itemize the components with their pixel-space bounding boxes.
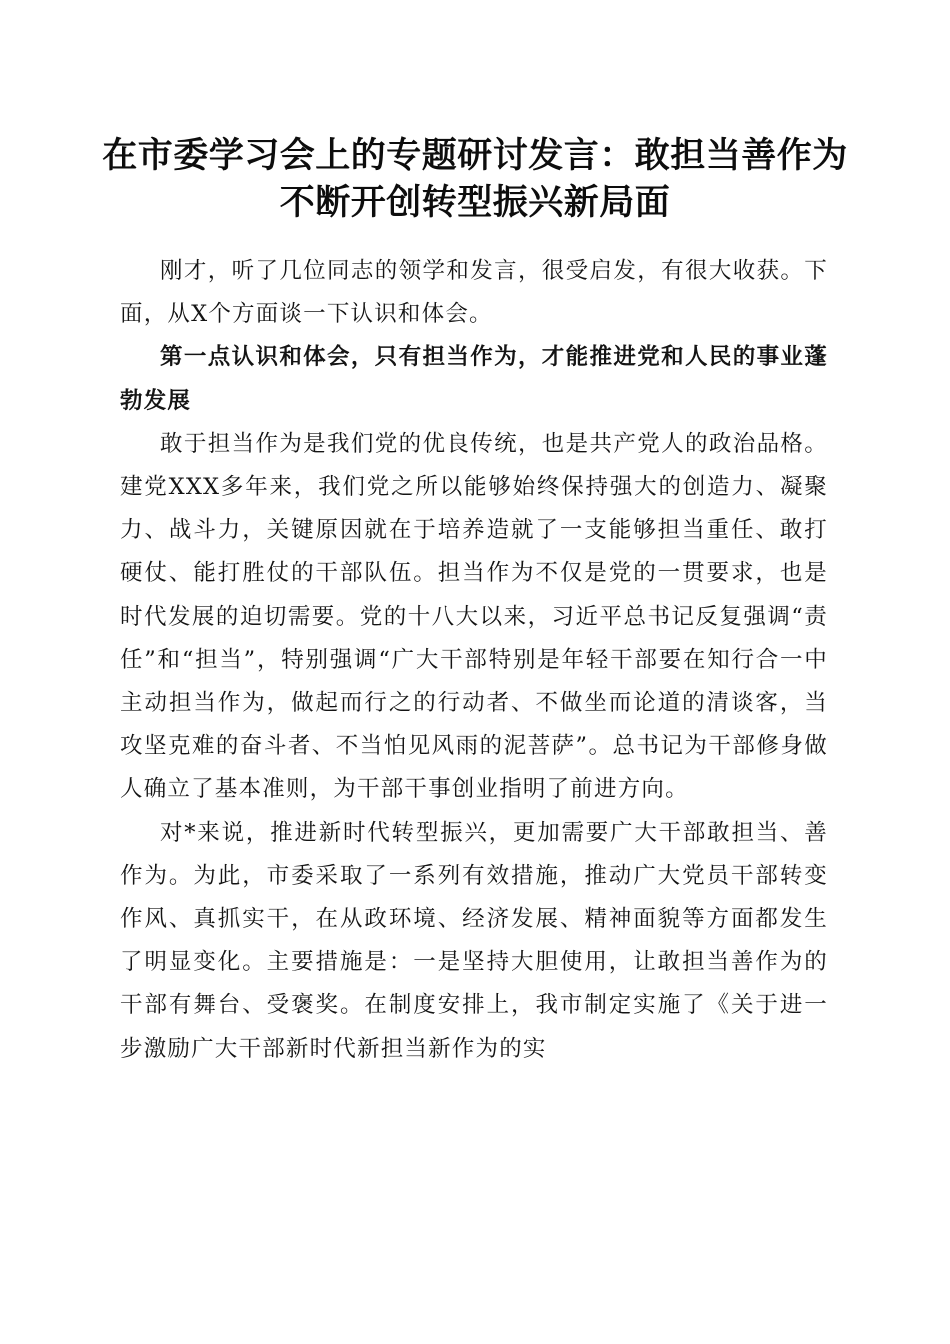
intro-paragraph: 刚才，听了几位同志的领学和发言，很受启发，有很大收获。下面，从X个方面谈一下认识和体会。	[120, 258, 828, 328]
document-body	[120, 250, 828, 1071]
section-heading: 第一点认识和体会，只有担当作为，才能推进党和人民的事业蓬勃发展	[120, 344, 828, 414]
body-paragraph: 敢于担当作为是我们党的优良传统，也是共产党人的政治品格。建党XXX多年来，我们党之所以能够始终保持强大的创造力、凝聚力、战斗力，关键原因就在于培养造就了一支能够担当重任、敢打硬仗、能打胜仗的干部队伍。担当作为不仅是党的一贯要求，也是时代发展的迫切需要。党的十八大以来，习近平总书记反复强调“责任”和“担当”，特别强调“广大干部特别是年轻干部要在知行合一中主动担当作为，做起而行之的行动者、不做坐而论道的清谈客，当攻坚克难的奋斗者、不当怕见风雨的泥菩萨”。总书记为干部修身做人确立了基本准则，为干部干事创业指明了前进方向。	[120, 430, 828, 803]
document-title: 在市委学习会上的专题研讨发言：敢担当善作为不断开创转型振兴新局面	[102, 135, 848, 223]
body-paragraph: 对*来说，推进新时代转型振兴，更加需要广大干部敢担当、善作为。为此，市委采取了一系列有效措施，推动广大党员干部转变作风、真抓实干，在从政环境、经济发展、精神面貌等方面都发生了明显变化。主要措施是：一是坚持大胆使用，让敢担当善作为的干部有舞台、受褒奖。在制度安排上，我市制定实施了《关于进一步激励广大干部新时代新担当新作为的实	[120, 819, 828, 1062]
